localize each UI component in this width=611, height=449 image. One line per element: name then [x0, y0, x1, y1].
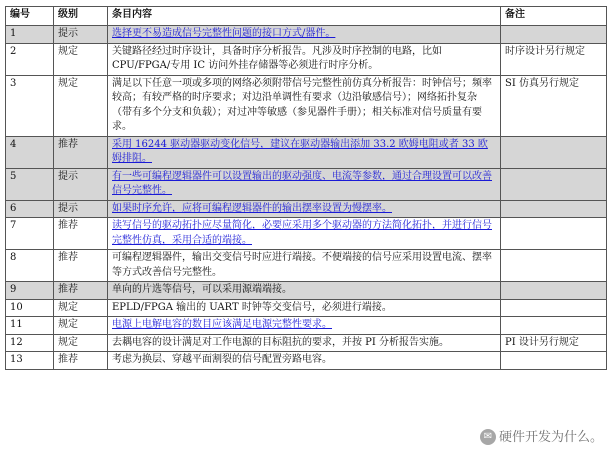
row-note [501, 218, 607, 250]
row-number: 6 [6, 200, 54, 218]
row-note: SI 仿真另行规定 [501, 75, 607, 136]
row-content [108, 136, 501, 168]
row-content: 单向的片选等信号，可以采用源端端接。 [108, 282, 501, 300]
watermark-text: 硬件开发为什么。 [498, 429, 603, 445]
header-level: 级别 [54, 7, 108, 26]
table-row [6, 250, 607, 282]
row-number: 4 [6, 136, 54, 168]
row-note [501, 317, 607, 335]
row-level: 提示 [54, 168, 108, 200]
row-number: 12 [6, 334, 54, 352]
row-note [501, 299, 607, 317]
row-level: 提示 [54, 200, 108, 218]
row-number: 8 [6, 250, 54, 282]
spec-table [5, 6, 607, 370]
table-header-row [6, 7, 607, 26]
row-note [501, 168, 607, 200]
table-row [6, 334, 607, 352]
table-row [6, 136, 607, 168]
row-content-link[interactable]: 读写信号的驱动拓扑应尽量简化，必要应采用多个驱动器的方法简化拓扑，并进行信号完整性仿真，采用合适的端接。 [112, 220, 492, 246]
row-content [108, 317, 501, 335]
row-content-link[interactable]: 有一些可编程逻辑器件可以设置输出的驱动强度、电流等参数，通过合理设置可以改善信号完整性。 [112, 170, 492, 196]
table-row [6, 26, 607, 44]
row-content [108, 26, 501, 44]
row-content: 关键路径经过时序设计，具备时序分析报告。凡涉及时序控制的电路，比如CPU/FPGA/专用 IC 访问外挂存储器等必须进行时序分析。 [108, 43, 501, 75]
header-number: 编号 [6, 7, 54, 26]
row-note [501, 200, 607, 218]
table-row [6, 168, 607, 200]
row-note [501, 352, 607, 370]
table-row [6, 200, 607, 218]
row-content [108, 218, 501, 250]
row-content: 去耦电容的设计满足对工作电源的目标阻抗的要求，并按 PI 分析报告实施。 [108, 334, 501, 352]
table-row [6, 317, 607, 335]
row-level: 规定 [54, 43, 108, 75]
row-content: 可编程逻辑器件，输出交变信号时应进行端接。不便端接的信号应采用设置电流、摆率等方式改善信号完整性。 [108, 250, 501, 282]
row-level: 推荐 [54, 250, 108, 282]
row-number: 1 [6, 26, 54, 44]
row-level: 推荐 [54, 352, 108, 370]
row-content: 满足以下任意一项或多项的网络必须附带信号完整性前仿真分析报告：时钟信号；频率较高；有较严格的时序要求；对边沿单调性有要求（边沿敏感信号）；网络拓扑复杂（带有多个分支和负载）；对过冲等敏感（参见器件手册）；相关标准对信号质量有要求。 [108, 75, 501, 136]
row-content: EPLD/FPGA 输出的 UART 时钟等交变信号，必须进行端接。 [108, 299, 501, 317]
row-level: 规定 [54, 317, 108, 335]
row-content-link[interactable]: 电源上电解电容的数目应该满足电源完整性要求。 [112, 319, 332, 330]
table-row [6, 218, 607, 250]
row-note: 时序设计另行规定 [501, 43, 607, 75]
header-note: 备注 [501, 7, 607, 26]
row-number: 10 [6, 299, 54, 317]
row-number: 2 [6, 43, 54, 75]
row-number: 3 [6, 75, 54, 136]
row-note [501, 250, 607, 282]
row-content: 考虑为换层、穿越平面割裂的信号配置旁路电容。 [108, 352, 501, 370]
table-row [6, 282, 607, 300]
row-note [501, 282, 607, 300]
row-level: 规定 [54, 75, 108, 136]
watermark [480, 426, 603, 446]
table-row [6, 299, 607, 317]
row-content [108, 200, 501, 218]
row-content [108, 168, 501, 200]
row-level: 推荐 [54, 218, 108, 250]
row-content-link[interactable]: 采用 16244 驱动器驱动变化信号，建议在驱动器输出添加 33.2 欧姆电阻或者 33 欧姆排阻。 [112, 138, 488, 164]
row-content-link[interactable]: 选择更不易造成信号完整性问题的接口方式/器件。 [112, 28, 336, 39]
row-number: 13 [6, 352, 54, 370]
row-level: 提示 [54, 26, 108, 44]
table-row [6, 43, 607, 75]
row-level: 推荐 [54, 282, 108, 300]
row-number: 7 [6, 218, 54, 250]
row-note [501, 26, 607, 44]
row-number: 9 [6, 282, 54, 300]
row-number: 11 [6, 317, 54, 335]
header-content: 条目内容 [108, 7, 501, 26]
row-note [501, 136, 607, 168]
row-level: 规定 [54, 334, 108, 352]
wechat-icon: ✉ [480, 429, 496, 445]
table-row [6, 75, 607, 136]
row-level: 推荐 [54, 136, 108, 168]
table-row [6, 352, 607, 370]
row-number: 5 [6, 168, 54, 200]
row-note: PI 设计另行规定 [501, 334, 607, 352]
row-level: 规定 [54, 299, 108, 317]
row-content-link[interactable]: 如果时序允许，应将可编程逻辑器件的输出摆率设置为慢摆率。 [112, 202, 392, 214]
